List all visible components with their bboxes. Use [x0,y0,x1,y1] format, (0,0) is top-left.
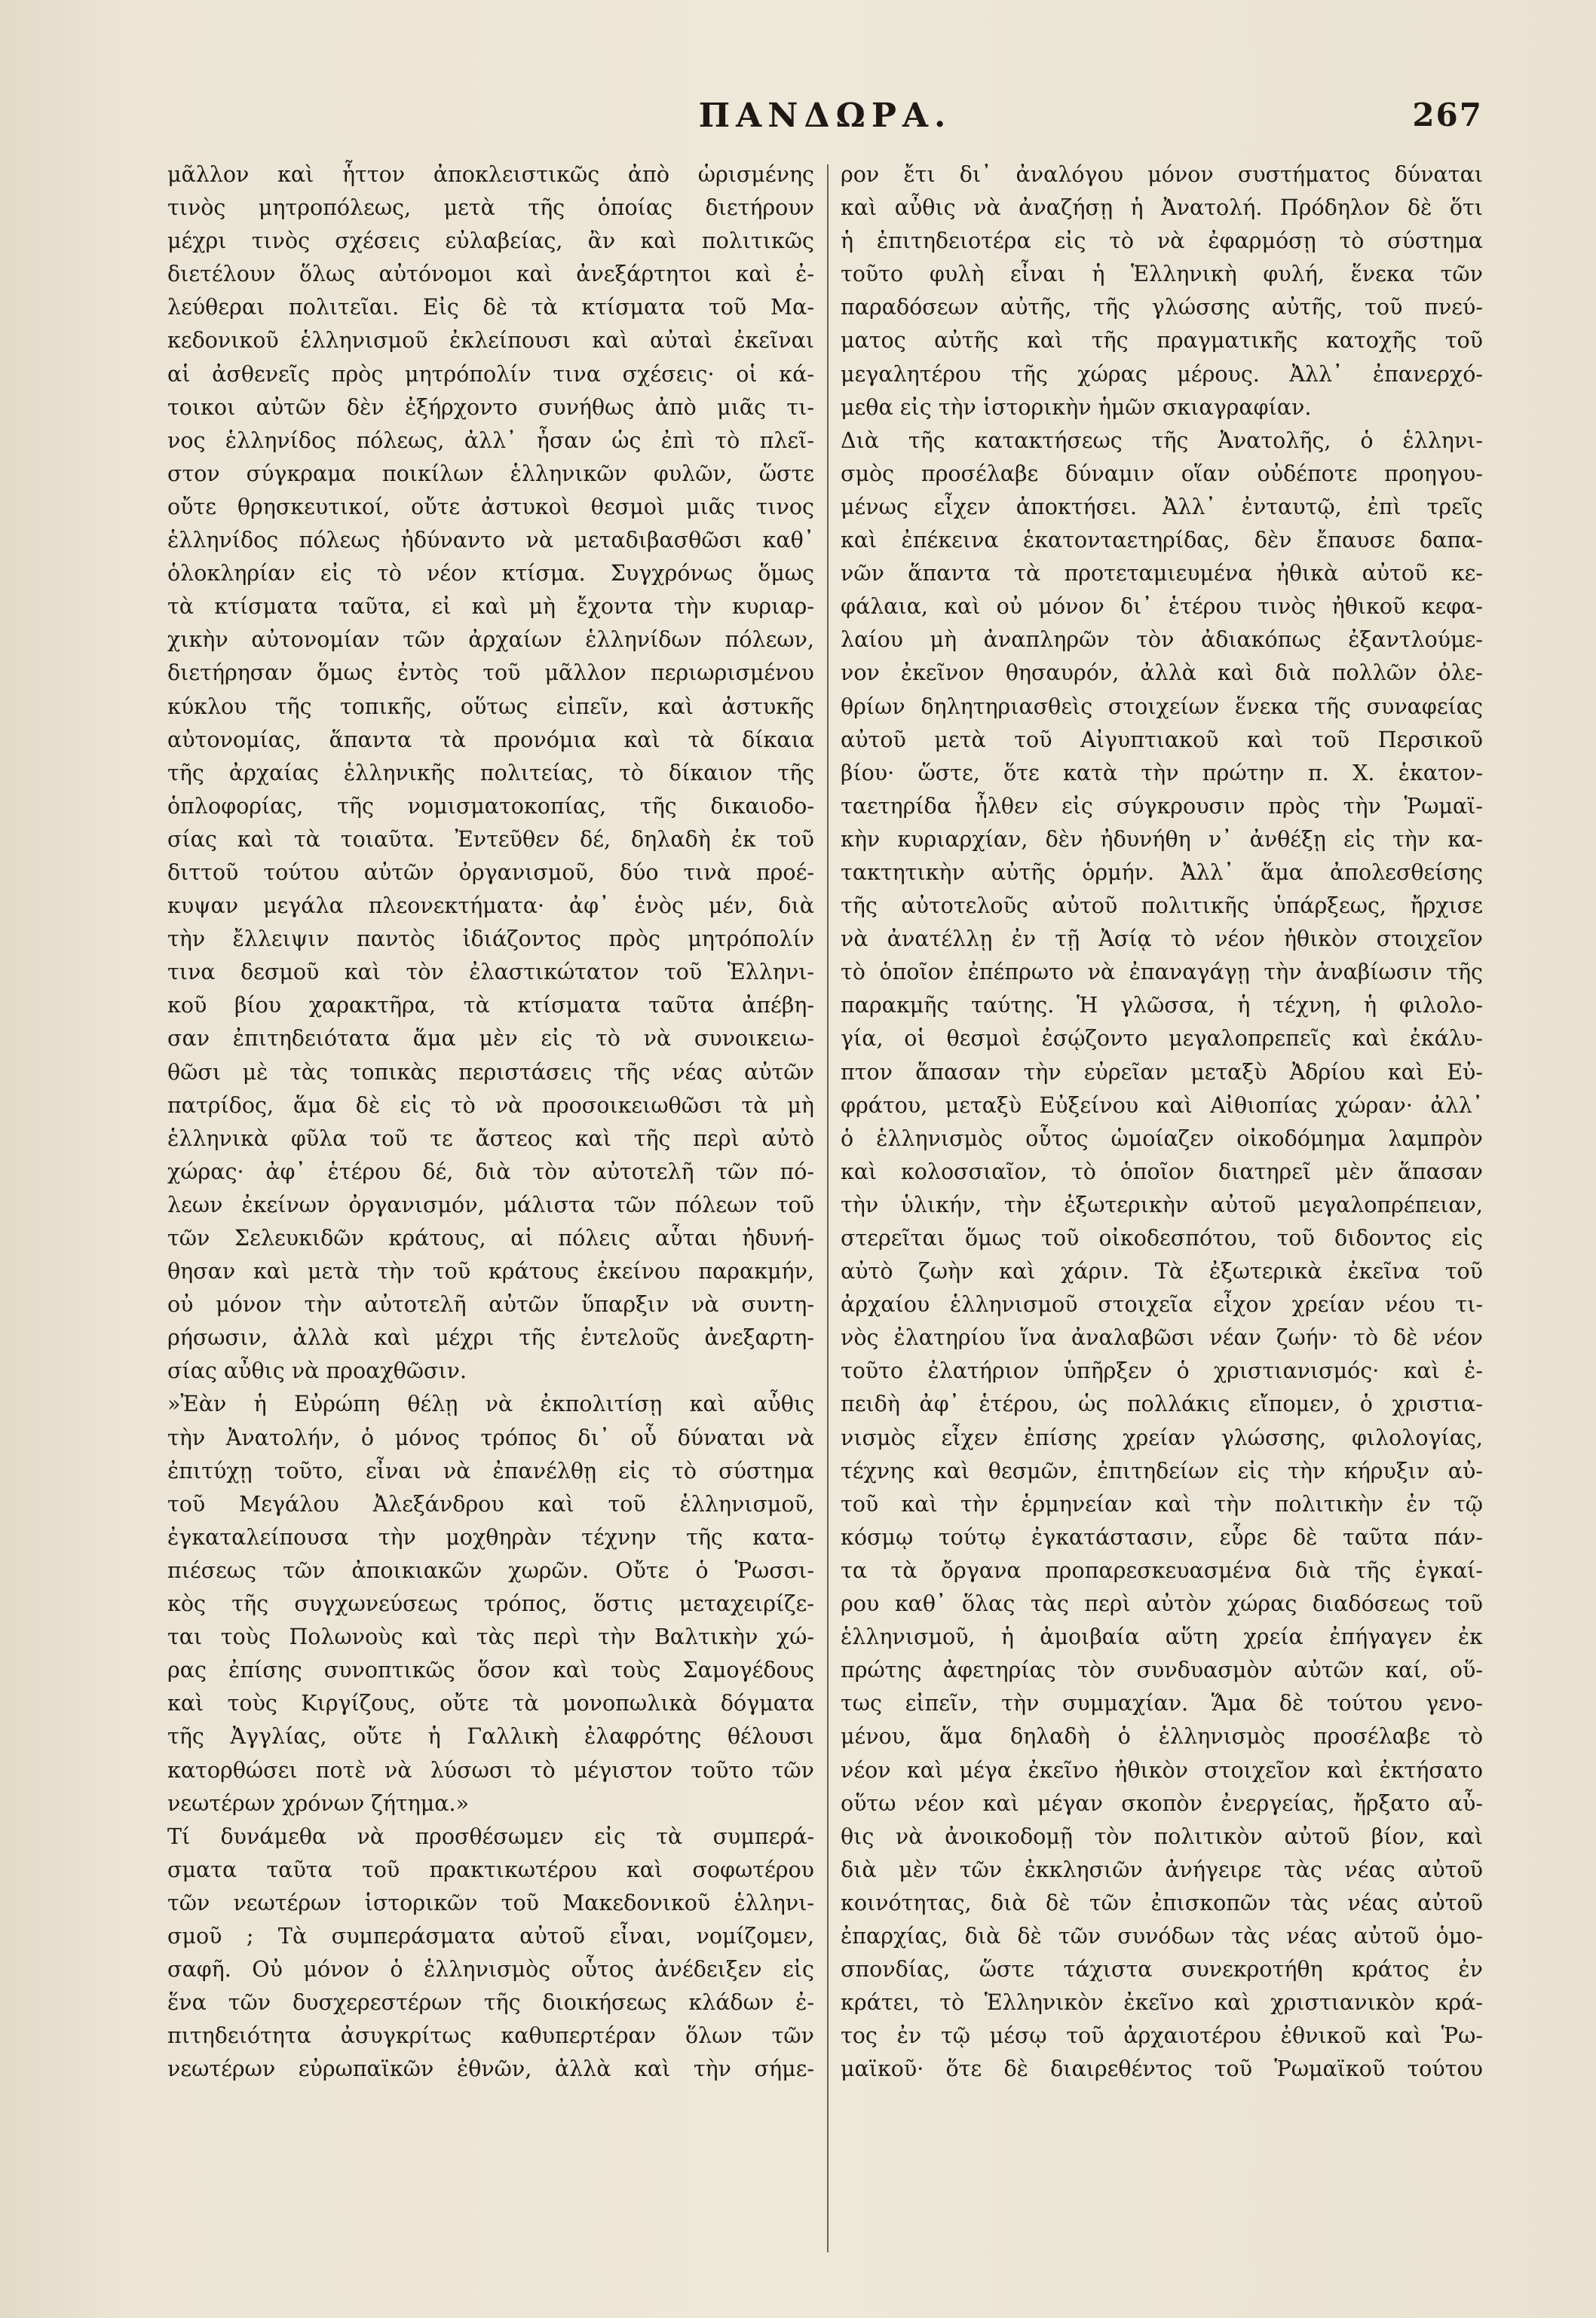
text-line: τοῦτο ἐλατήριον ὑπῆρξεν ὁ χριστιανισμός· καὶ ἐ- [841,1358,1483,1384]
text-line: κύκλου τῆς τοπικῆς, οὕτως εἰπεῖν, καὶ ἀστυκῆς [167,694,814,719]
text-line: ρον ἔτι δι᾽ ἀναλόγου μόνον συστήματος δύναται [841,162,1483,187]
text-line: πειδὴ ἀφ᾽ ἑτέρου, ὡς πολλάκις εἴπομεν, ὁ χριστια- [841,1392,1483,1417]
text-line: φράτου, μεταξὺ Εὐξείνου καὶ Αἰθιοπίας χώραν· ἀλλ᾽ [841,1092,1483,1118]
text-line: νεωτέρων εὐρωπαϊκῶν ἐθνῶν, ἀλλὰ καὶ τὴν σήμε- [167,2056,814,2082]
text-line: ὁ ἑλληνισμὸς οὗτος ὡμοίαζεν οἰκοδόμημα λαμπρὸν [841,1125,1483,1151]
page-header [167,96,1483,149]
text-line: σαν ἐπιτηδειότατα ἅμα μὲν εἰς τὸ νὰ συνοικειω- [167,1026,814,1052]
text-line: τῆς ἀρχαίας ἑλληνικῆς πολιτείας, τὸ δίκαιον τῆς [167,760,814,785]
text-line: τινα δεσμοῦ καὶ τὸν ἐλαστικώτατον τοῦ Ἑλληνι- [167,960,814,985]
text-line: ταετηρίδα ἦλθεν εἰς σύγκρουσιν πρὸς τὴν Ῥωμαϊ- [841,793,1483,819]
text-line: τως εἰπεῖν, τὴν συμμαχίαν. Ἅμα δὲ τούτου γενο- [841,1691,1483,1716]
text-line: καὶ κολοσσιαῖον, τὸ ὁποῖον διατηρεῖ μὲν ἅπασαν [841,1159,1483,1184]
text-line: πατρίδος, ἅμα δὲ εἰς τὸ νὰ προσοικειωθῶσι τὰ μὴ [167,1092,814,1118]
text-line: τῶν νεωτέρων ἱστορικῶν τοῦ Μακεδονικοῦ ἑλληνι- [167,1890,814,1915]
text-line: ται τοὺς Πολωνοὺς καὶ τὰς περὶ τὴν Βαλτικὴν χώ- [167,1624,814,1650]
text-line: σμοῦ ; Τὰ συμπεράσματα αὐτοῦ εἶναι, νομίζομεν, [167,1923,814,1949]
text-line: διετέλουν ὅλως αὐτόνομοι καὶ ἀνεξάρτητοι καὶ ἐ- [167,262,814,287]
text-line: τὴν ἔλλειψιν παντὸς ἰδιάζοντος πρὸς μητρόπολίν [167,926,814,952]
text-line: τὸ ὁποῖον ἐπέπρωτο νὰ ἐπαναγάγῃ τὴν ἀναβίωσιν τῆς [841,960,1483,985]
text-line: κεδονικοῦ ἑλληνισμοῦ ἐκλείπουσι καὶ αὐταὶ ἐκεῖναι [167,328,814,354]
text-line: ἀρχαίου ἑλληνισμοῦ στοιχεῖα εἶχον χρείαν νέου τι- [841,1292,1483,1318]
text-line: »Ἐὰν ἡ Εὐρώπη θέλῃ νὰ ἐκπολιτίσῃ καὶ αὖθις [167,1392,814,1417]
text-line: κὸς τῆς συγχωνεύσεως τρόπος, ὅστις μεταχειρίζε- [167,1591,814,1617]
text-line: αἱ ἀσθενεῖς πρὸς μητρόπολίν τινα σχέσεις· οἱ κά- [167,361,814,387]
text-line: κράτει, τὸ Ἑλληνικὸν ἐκεῖνο καὶ χριστιανικὸν κρά- [841,1990,1483,2016]
text-line: ἑλληνικὰ φῦλα τοῦ τε ἄστεος καὶ τῆς περὶ αὐτὸ [167,1125,814,1151]
text-line: καὶ αὖθις νὰ ἀναζήσῃ ἡ Ἀνατολή. Πρόδηλον δὲ ὅτι [841,195,1483,221]
text-line: στερεῖται ὅμως τοῦ οἰκοδεσπότου, τοῦ διδοντος εἰς [841,1226,1483,1251]
text-line: ἑλληνισμοῦ, ἡ ἀμοιβαία αὕτη χρεία ἐπήγαγεν ἐκ [841,1624,1483,1650]
text-line: νὰ ἀνατέλλῃ ἐν τῇ Ἀσίᾳ τὸ νέον ἠθικὸν στοιχεῖον [841,926,1483,952]
text-line: τῆς αὐτοτελοῦς αὐτοῦ πολιτικῆς ὑπάρξεως, ἤρχισε [841,893,1483,919]
text-line: νῶν ἅπαντα τὰ προτεταμιευμένα ἠθικὰ αὐτοῦ κε- [841,561,1483,586]
text-line: παρακμῆς ταύτης. Ἡ γλῶσσα, ἡ τέχνη, ἡ φιλολο- [841,993,1483,1018]
text-line: ἡ ἐπιτηδειοτέρα εἰς τὸ νὰ ἐφαρμόσῃ τὸ σύστημα [841,228,1483,254]
text-line: μένου, ἅμα δηλαδὴ ὁ ἑλληνισμὸς προσέλαβε τὸ [841,1724,1483,1750]
text-line: θρίων δηλητηριασθεὶς στοιχείων ἕνεκα τῆς συναφείας [841,694,1483,719]
text-line: νεωτέρων χρόνων ζήτημα.» [167,1790,470,1816]
text-line: τοῦ καὶ τὴν ἑρμηνείαν καὶ τὴν πολιτικὴν ἐν τῷ [841,1491,1483,1517]
text-line: σπονδίας, ὥστε τάχιστα συνεκροτήθη κράτος ἐν [841,1957,1483,1983]
text-line: σαφῆ. Οὐ μόνον ὁ ἑλληνισμὸς οὗτος ἀνέδειξεν εἰς [167,1957,814,1983]
text-line: ρου καθ᾽ ὅλας τὰς περὶ αὐτὸν χώρας διαδόσεως τοῦ [841,1591,1483,1617]
text-line: ὁλοκληρίαν εἰς τὸ νέον κτίσμα. Συγχρόνως ὅμως [167,561,814,586]
text-line: κόσμῳ τούτῳ ἐγκατάστασιν, εὗρε δὲ ταῦτα πάν- [841,1524,1483,1550]
text-line: κατορθώσει ποτὲ νὰ λύσωσι τὸ μέγιστον τοῦτο τῶν [167,1757,814,1783]
text-line: καὶ τοὺς Κιργίζους, οὔτε τὰ μονοπωλικὰ δόγματα [167,1691,814,1716]
text-line: οὕτω νέον καὶ μέγαν σκοπὸν ἐνεργείας, ἤρξατο αὖ- [841,1790,1483,1816]
text-line: ἐπιτύχῃ τοῦτο, εἶναι νὰ ἐπανέλθῃ εἰς τὸ σύστημα [167,1458,814,1484]
text-line: κὴν κυριαρχίαν, δὲν ἠδυνήθη ν᾽ ἀνθέξῃ εἰς τὴν κα- [841,826,1483,852]
text-line: τῶν Σελευκιδῶν κράτους, αἱ πόλεις αὗται ἠδυνή- [167,1226,814,1251]
text-line: ἐπαρχίας, διὰ δὲ τῶν συνόδων τὰς νέας αὐτοῦ ὁμο- [841,1923,1483,1949]
text-line: οὔτε θρησκευτικοί, οὔτε ἀστυκοὶ θεσμοὶ μιᾶς τινος [167,494,814,519]
text-line: θησαν καὶ μετὰ τὴν τοῦ κράτους ἐκείνου παρακμήν, [167,1259,814,1285]
text-column-left [167,158,814,2261]
text-line: διὰ μὲν τῶν ἐκκλησιῶν ἀνήγειρε τὰς νέας αὐτοῦ [841,1857,1483,1882]
column-divider [827,164,829,2252]
text-line: τὴν ὑλικήν, τὴν ἐξωτερικὴν αὐτοῦ μεγαλοπρέπειαν, [841,1192,1483,1217]
text-line: ρας ἐπίσης συνοπτικῶς ὅσον καὶ τοὺς Σαμογέδους [167,1658,814,1683]
text-line: φάλαια, καὶ οὐ μόνον δι᾽ ἑτέρου τινὸς ἠθικοῦ κεφα- [841,594,1483,620]
text-line: νον ἐκεῖνον θησαυρόν, ἀλλὰ καὶ διὰ πολλῶν ὀλε- [841,660,1483,686]
text-line: ἐγκαταλείπουσα τὴν μοχθηρὰν τέχνην τῆς κατα- [167,1524,814,1550]
text-column-right [841,158,1483,2261]
text-line: μέχρι τινὸς σχέσεις εὐλαβείας, ἂν καὶ πολιτικῶς [167,228,814,254]
text-line: κυψαν μεγάλα πλεονεκτήματα· ἀφ᾽ ἑνὸς μέν, διὰ [167,893,814,919]
text-line: διετήρησαν ὅμως ἐντὸς τοῦ μᾶλλον περιωρισμένου [167,660,814,686]
text-line: τακτητικὴν αὐτῆς ὁρμήν. Ἀλλ᾽ ἅμα ἀπολεσθείσης [841,859,1483,885]
text-line: ρήσωσιν, ἀλλὰ καὶ μέχρι τῆς ἐντελοῦς ἀνεξαρτη- [167,1325,814,1351]
text-line: λεων ἐκείνων ὀργανισμόν, μάλιστα τῶν πόλεων τοῦ [167,1192,814,1217]
text-line: ἑλληνίδος πόλεως ἠδύναντο νὰ μεταδιβασθῶσι καθ᾽ [167,528,814,553]
text-line: τινὸς μητροπόλεως, μετὰ τῆς ὁποίας διετήρουν [167,195,814,221]
text-line: χικὴν αὐτονομίαν τῶν ἀρχαίων ἑλληνίδων πόλεων, [167,627,814,653]
text-line: θις νὰ ἀνοικοδομῇ τὸν πολιτικὸν αὐτοῦ βίον, καὶ [841,1823,1483,1849]
text-line: αὐτὸ ζωὴν καὶ χάριν. Τὰ ἐξωτερικὰ ἐκεῖνα τοῦ [841,1259,1483,1285]
text-line: αὐτοῦ μετὰ τοῦ Αἰγυπτιακοῦ καὶ τοῦ Περσικοῦ [841,727,1483,752]
text-line: πιέσεως τῶν ἀποικιακῶν χωρῶν. Οὔτε ὁ Ῥωσσι- [167,1557,814,1583]
text-line: πρώτης ἀφετηρίας τὸν συνδυασμὸν αὐτῶν καί, οὕ- [841,1658,1483,1683]
text-line: βίου· ὥστε, ὅτε κατὰ τὴν πρώτην π. Χ. ἑκατον- [841,760,1483,785]
page-number: 267 [1412,96,1483,133]
text-line: ὁπλοφορίας, τῆς νομισματοκοπίας, τῆς δικαιοδο- [167,793,814,819]
text-line: μᾶλλον καὶ ἧττον ἀποκλειστικῶς ἀπὸ ὡρισμένης [167,162,814,187]
text-line: σίας αὖθις νὰ προαχθῶσιν. [167,1358,467,1384]
text-line: πιτηδειότητα ἀσυγκρίτως καθυπερτέραν ὅλων τῶν [167,2023,814,2049]
text-line: θῶσι μὲ τὰς τοπικὰς περιστάσεις τῆς νέας αὐτῶν [167,1059,814,1085]
text-line: σμὸς προσέλαβε δύναμιν οἵαν οὐδέποτε προηγου- [841,461,1483,486]
text-line: οὐ μόνον τὴν αὐτοτελῆ αὐτῶν ὕπαρξιν νὰ συντη- [167,1292,814,1318]
text-line: μεγαλητέρου τῆς χώρας μέρους. Ἀλλ᾽ ἐπανερχό- [841,361,1483,387]
text-line: νέον καὶ μέγα ἐκεῖνο ἠθικὸν στοιχεῖον καὶ ἐκτήσατο [841,1757,1483,1783]
text-line: παραδόσεων αὐτῆς, τῆς γλώσσης αὐτῆς, τοῦ πνεύ- [841,295,1483,320]
running-title: ΠΑΝΔΩΡΑ. [698,96,952,135]
text-line: καὶ ἐπέκεινα ἑκατονταετηρίδας, δὲν ἔπαυσε δαπα- [841,528,1483,553]
text-line: νισμὸς εἶχεν ἐπίσης χρείαν γλώσσης, φιλολογίας, [841,1425,1483,1450]
text-line: τὰ κτίσματα ταῦτα, εἰ καὶ μὴ ἔχοντα τὴν κυριαρ- [167,594,814,620]
text-line: νὸς ἐλατηρίου ἵνα ἀναλαβῶσι νέαν ζωήν· τὸ δὲ νέον [841,1325,1483,1351]
text-line: κοινότητας, διὰ δὲ τῶν ἐπισκοπῶν τὰς νέας αὐτοῦ [841,1890,1483,1915]
text-line: τα τὰ ὄργανα προπαρεσκευασμένα διὰ τῆς ἐγκαί- [841,1557,1483,1583]
text-line: μεθα εἰς τὴν ἱστορικὴν ἡμῶν σκιαγραφίαν. [841,394,1312,420]
text-line: τος ἐν τῷ μέσῳ τοῦ ἀρχαιοτέρου ἐθνικοῦ καὶ Ῥω- [841,2023,1483,2049]
text-line: τοῦτο φυλὴ εἶναι ἡ Ἑλληνικὴ φυλή, ἕνεκα τῶν [841,262,1483,287]
text-line: κοῦ βίου χαρακτῆρα, τὰ κτίσματα ταῦτα ἀπέβη- [167,993,814,1018]
text-line: ἕνα τῶν δυσχερεστέρων τῆς διοικήσεως κλάδων ἐ- [167,1990,814,2016]
text-line: διττοῦ τούτου αὐτῶν ὀργανισμοῦ, δύο τινὰ προέ- [167,859,814,885]
text-line: σματα ταῦτα τοῦ πρακτικωτέρου καὶ σοφωτέρου [167,1857,814,1882]
text-line: μαϊκοῦ· ὅτε δὲ διαιρεθέντος τοῦ Ῥωμαϊκοῦ τούτου [841,2056,1483,2082]
text-line: λεύθεραι πολιτεῖαι. Εἰς δὲ τὰ κτίσματα τοῦ Μα- [167,295,814,320]
text-line: λαίου μὴ ἀναπληρῶν τὸν ἀδιακόπως ἐξαντλούμε- [841,627,1483,653]
text-line: Τί δυνάμεθα νὰ προσθέσωμεν εἰς τὰ συμπερά- [167,1823,814,1849]
text-line: τέχνης καὶ θεσμῶν, ἐπιτηδείων εἰς τὴν κήρυξιν αὐ- [841,1458,1483,1484]
text-line: στον σύγκραμα ποικίλων ἑλληνικῶν φυλῶν, ὥστε [167,461,814,486]
text-line: μένως εἶχεν ἀποκτήσει. Ἀλλ᾽ ἐνταυτῷ, ἐπὶ τρεῖς [841,494,1483,519]
text-line: πτον ἅπασαν τὴν εὐρεῖαν μεταξὺ Ἀδρίου καὶ Εὐ- [841,1059,1483,1085]
text-line: τοικοι αὐτῶν δὲν ἐξήρχοντο συνήθως ἀπὸ μιᾶς τι- [167,394,814,420]
text-line: νος ἑλληνίδος πόλεως, ἀλλ᾽ ἦσαν ὡς ἐπὶ τὸ πλεῖ- [167,427,814,453]
text-line: τοῦ Μεγάλου Ἀλεξάνδρου καὶ τοῦ ἑλληνισμοῦ, [167,1491,814,1517]
text-line: χώρας· ἀφ᾽ ἑτέρου δέ, διὰ τὸν αὐτοτελῆ τῶν πό- [167,1159,814,1184]
text-line: σίας καὶ τὰ τοιαῦτα. Ἐντεῦθεν δέ, δηλαδὴ ἐκ τοῦ [167,826,814,852]
text-line: ματος αὐτῆς καὶ τῆς πραγματικῆς κατοχῆς τοῦ [841,328,1483,354]
text-line: γία, οἱ θεσμοὶ ἐσῴζοντο μεγαλοπρεπεῖς καὶ ἐκάλυ- [841,1026,1483,1052]
text-line: Διὰ τῆς κατακτήσεως τῆς Ἀνατολῆς, ὁ ἑλληνι- [841,427,1483,453]
text-line: τὴν Ἀνατολήν, ὁ μόνος τρόπος δι᾽ οὗ δύναται νὰ [167,1425,814,1450]
text-line: αὐτονομίας, ἅπαντα τὰ προνόμια καὶ τὰ δίκαια [167,727,814,752]
text-line: τῆς Ἀγγλίας, οὔτε ἡ Γαλλικὴ ἐλαφρότης θέλουσι [167,1724,814,1750]
